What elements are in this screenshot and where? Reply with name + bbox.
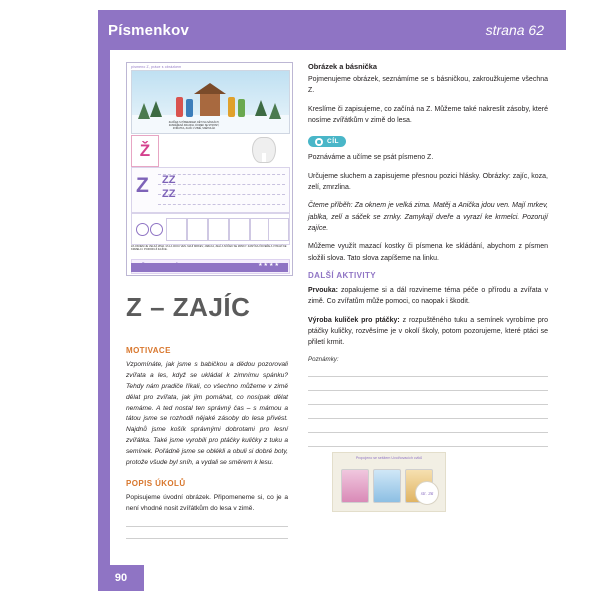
activity-1-text: zopakujeme si a dál rozvineme téma péče o přírodu a zvířata v zimě. Co zvířatům může pomoci, co naopak i škodit. <box>308 286 548 306</box>
tooth-icon <box>252 137 276 163</box>
note-rule <box>126 526 288 527</box>
linked-page-badge: str. 36 <box>415 481 439 505</box>
page-title: Písmenkov <box>108 21 190 39</box>
worksheet-letter-row <box>131 135 288 165</box>
activity-1-label: Prvouka: <box>308 286 338 294</box>
worksheet-task-text: ZA OKNEM JE VELKÁ ZIMA. M A A JDOU VEN. MAJÍ MRKEV, JABLKA, ZELÍ A SÓČEK SE ZRNKY. ZAMÝKAJÍ DVEŘE A VYRAZÍ KE KRMELCI. POZORUJÍ ZAJÍCE. <box>131 245 287 252</box>
worksheet-illustration <box>131 70 290 134</box>
worksheet-thumbnail <box>126 62 293 276</box>
illustration-note: ZAJÍČEK S PÍSMENKEM, DĚTI NA SÁNKÁCH, ZASNĚŽENÁ KRAJINA, DOMEK SE STROMY, ZVÍŘATKA, ZAJÍC V ZIMĚ, SNĚHULÁK <box>168 121 220 130</box>
worksheet-position-grid <box>131 213 290 245</box>
left-accent-strip <box>98 50 110 590</box>
lesson-heading: Z – ZAJÍC <box>126 292 251 322</box>
workbook-thumb <box>373 469 401 503</box>
tracing-letter: Z <box>136 174 149 197</box>
tracing-lines <box>158 174 285 206</box>
note-rule <box>308 390 548 391</box>
note-rule <box>308 432 548 433</box>
goal-label: CÍL <box>327 138 339 146</box>
tree-icon <box>150 101 162 117</box>
page-number: 90 <box>98 565 144 591</box>
workbook-thumb <box>341 469 369 503</box>
activity-2-label: Výroba kuliček pro ptáčky: <box>308 316 400 324</box>
left-column <box>126 346 288 539</box>
activity-2 <box>308 315 548 349</box>
story-text: Čteme příběh: Za oknem je velká zima. Matěj a Anička jdou ven. Mají mrkev, jablka, zelí a sáček se zrnky. Zamykají dveře a vyrazí ke krmelci. Pozorují zajíce. <box>308 202 548 232</box>
note-rule <box>308 418 548 419</box>
header-page-label: strana 62 <box>485 22 544 38</box>
tree-icon <box>269 103 281 119</box>
motivation-title: MOTIVACE <box>126 346 171 355</box>
grid-cell <box>166 218 187 241</box>
tracing-letter-pair: ZZ <box>162 188 176 200</box>
right-paragraph-1: Pojmenujeme obrázek, seznámíme se s básničkou, zakroužkujeme všechna Z. <box>308 76 548 95</box>
tasks-title: POPIS ÚKOLŮ <box>126 478 186 488</box>
tree-icon <box>138 103 150 119</box>
house-roof-icon <box>194 83 226 94</box>
child-figure <box>186 99 193 117</box>
activity-2-text: z rozpuštěného tuku a semínek vyrobíme pro ptáčky kuličky, rozvěsíme je v okolí školy, potom pozorujeme, které ptáci se přiletí krmit. <box>308 316 549 347</box>
grid-cell <box>268 218 289 241</box>
grid-cell <box>229 218 250 241</box>
grid-cell <box>208 218 229 241</box>
tasks-text: Popisujeme úvodní obrázek. Připomeneme si, co je a není vhodné nosit zvířátkům do lesa v zimě. <box>126 493 288 512</box>
child-figure <box>228 97 235 117</box>
tracing-letter-pair: ZZ <box>162 174 176 186</box>
target-icon <box>315 138 323 146</box>
child-figure <box>238 99 245 117</box>
note-rule <box>126 538 288 539</box>
activity-1 <box>308 285 548 308</box>
worksheet-caption: písmeno Z, práce s obrázkem <box>131 65 182 69</box>
worksheet-tracing-area <box>131 167 290 213</box>
sound-position-circle <box>150 223 163 236</box>
child-figure <box>176 97 183 117</box>
house-icon <box>200 94 220 116</box>
right-column <box>308 62 548 447</box>
right-paragraph-4: Určujeme sluchem a zapisujeme přesnou pozici hlásky. Obrázky: zajíc, koza, zelí, zmrzlina. <box>308 172 548 191</box>
grid-cell <box>187 218 208 241</box>
tree-icon <box>255 100 267 116</box>
note-rule <box>308 376 548 377</box>
notes-label: Poznámky: <box>308 355 339 363</box>
linked-workbook-card <box>332 452 446 512</box>
linked-workbook-title: Propojeno se sešitem Uvolňovacích cviků <box>355 456 423 460</box>
letter-zebra-box: Ž <box>131 135 159 167</box>
magnet-text: Můžeme využít mazací kostky či písmena ke skládání, abychom z písmen složili slova. Tato slova zapíšeme na linku. <box>308 243 548 262</box>
activities-title: DALŠÍ AKTIVITY <box>308 270 376 280</box>
sound-position-circle <box>136 223 149 236</box>
right-paragraph-2: Kreslíme či zapisujeme, co začíná na Z. Můžeme také nakreslit zásoby, které nosíme zvířátkům v zimě do lesa. <box>308 105 548 124</box>
note-rule <box>308 404 548 405</box>
right-intro-title: Obrázek a básnička <box>308 62 378 71</box>
worksheet-footer-bar <box>131 263 288 272</box>
rating-stars: ★★★★ <box>258 262 280 268</box>
note-rule <box>308 446 548 447</box>
goal-badge <box>308 136 346 147</box>
motivation-text: Vzpomínáte, jak jsme s babičkou a dědou pozorovali zvířata a les, když se ukládal k zimnímu spánku? Tehdy nám pradiče říkali, co všechno můžeme v zimě dělat pro zvířata, jak jim pomáhat, co nosípak dělat nemáme. A ted nostal ten správný čas – s mámou a tátou jsme se rozhodli nějaké zásoby do lesa přivést. Najdnů jsme košík správnými dobrotami pro lesní zvířátka. Také jsme vyrobili pro ptáčky kuličky z tuku a semínek. Pořádně jsme se oblékli a obuli si dobré boty, protože všude byl sníh, a vydali se směrem k lesu. <box>126 361 288 466</box>
right-paragraph-3: Poznáváme a učíme se psát písmeno Z. <box>308 154 434 162</box>
